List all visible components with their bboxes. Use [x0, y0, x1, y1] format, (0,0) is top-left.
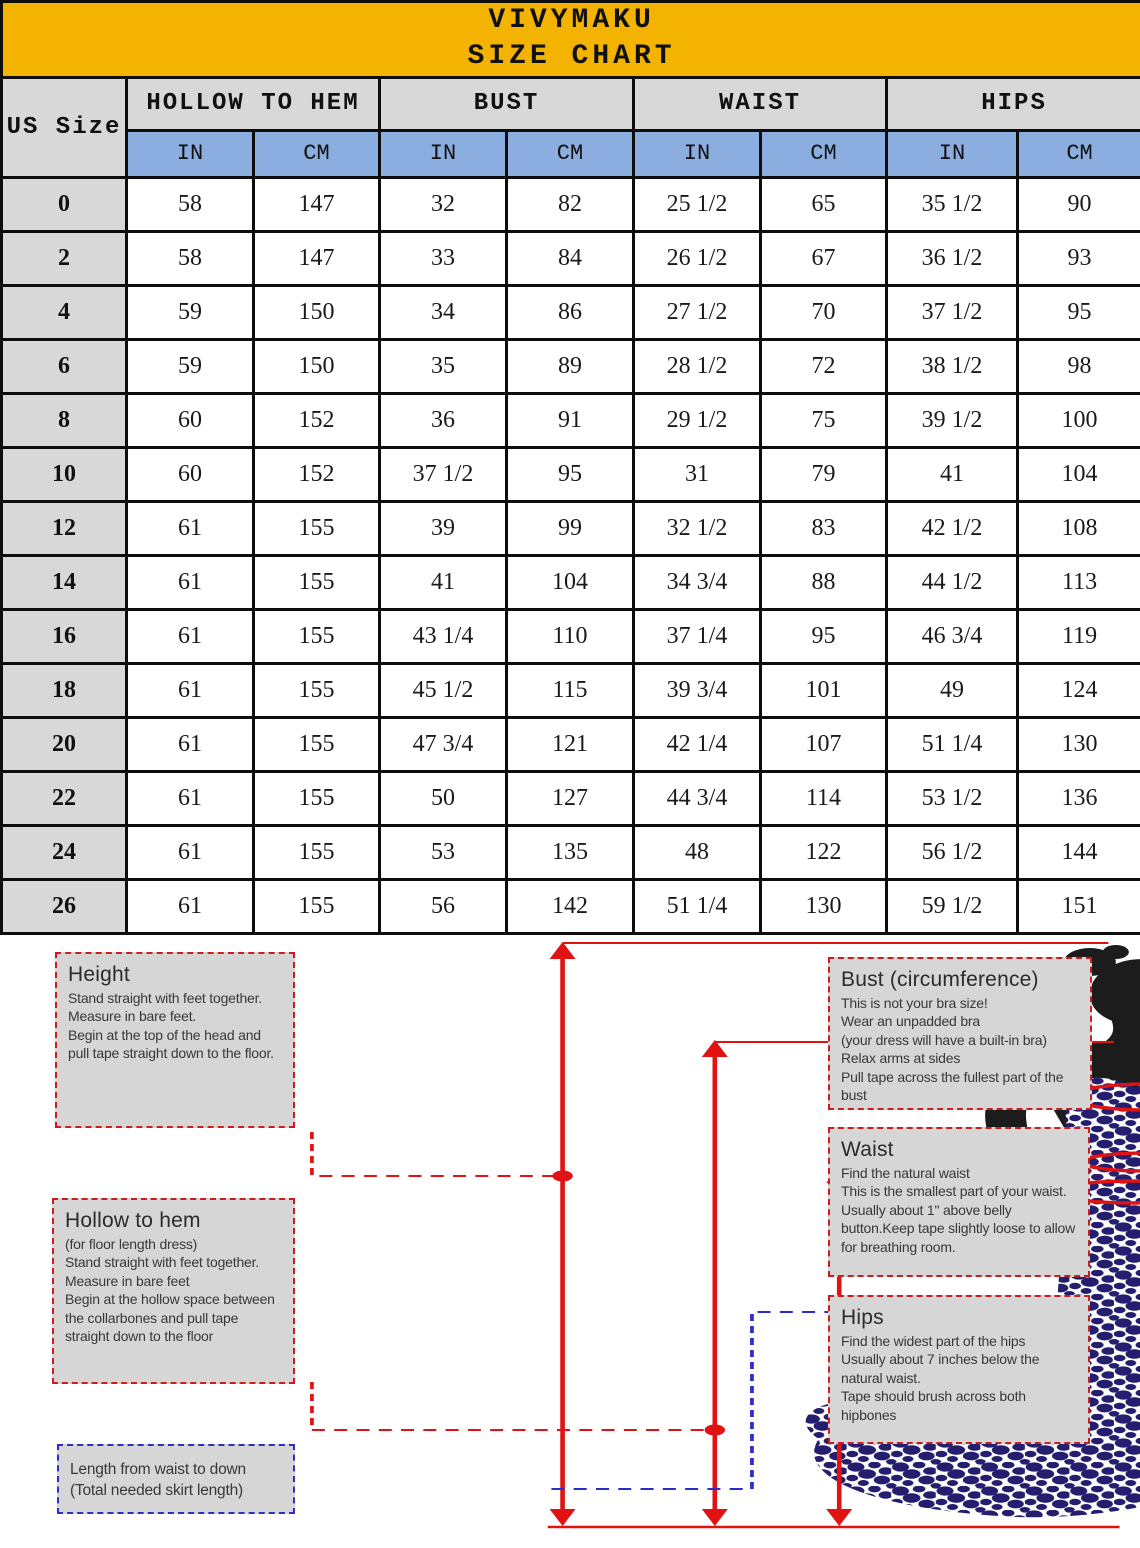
brand-banner [2, 2, 1140, 78]
measurement-cell: 101 [761, 663, 887, 717]
measurement-cell: 104 [507, 555, 634, 609]
measurement-cell: 29 1/2 [634, 393, 761, 447]
table-row [2, 339, 1140, 393]
us-size-cell: 0 [2, 177, 127, 231]
measurement-cell: 130 [1018, 717, 1140, 771]
col-header-hollow-to-hem: HOLLOW TO HEM [127, 77, 380, 130]
bust-note-title: Bust (circumference) [841, 968, 1039, 991]
unit-header: CM [254, 130, 380, 177]
measurement-cell: 51 1/4 [634, 879, 761, 933]
unit-header: CM [761, 130, 887, 177]
measurement-cell: 82 [507, 177, 634, 231]
measurement-cell: 155 [254, 609, 380, 663]
measurement-cell: 36 1/2 [887, 231, 1018, 285]
us-size-cell: 16 [2, 609, 127, 663]
measurement-cell: 100 [1018, 393, 1140, 447]
measurement-cell: 28 1/2 [634, 339, 761, 393]
us-size-cell: 14 [2, 555, 127, 609]
measurement-cell: 70 [761, 285, 887, 339]
chart-subtitle: SIZE CHART [467, 41, 676, 73]
measurement-cell: 110 [507, 609, 634, 663]
us-size-cell: 10 [2, 447, 127, 501]
col-header-bust: BUST [380, 77, 634, 130]
measurement-cell: 25 1/2 [634, 177, 761, 231]
measurement-cell: 61 [127, 609, 254, 663]
measurement-cell: 56 [380, 879, 507, 933]
us-size-cell: 2 [2, 231, 127, 285]
measurement-cell: 58 [127, 177, 254, 231]
col-header-hips: HIPS [887, 77, 1140, 130]
measurement-cell: 150 [254, 339, 380, 393]
measurement-cell: 61 [127, 771, 254, 825]
measurement-cell: 61 [127, 555, 254, 609]
us-size-cell: 20 [2, 717, 127, 771]
unit-header: CM [1018, 130, 1140, 177]
measurement-cell: 107 [761, 717, 887, 771]
measurement-cell: 53 [380, 825, 507, 879]
measurement-cell: 42 1/4 [634, 717, 761, 771]
measurement-cell: 32 1/2 [634, 501, 761, 555]
measurement-cell: 39 [380, 501, 507, 555]
measurement-cell: 113 [1018, 555, 1140, 609]
measurement-cell: 61 [127, 879, 254, 933]
us-size-cell: 6 [2, 339, 127, 393]
skirt-length-note-box: Length from waist to down (Total needed skirt length) [57, 1444, 295, 1514]
unit-header: IN [634, 130, 761, 177]
measurement-cell: 95 [1018, 285, 1140, 339]
measurement-cell: 59 [127, 339, 254, 393]
us-size-cell: 22 [2, 771, 127, 825]
measurement-cell: 53 1/2 [887, 771, 1018, 825]
measurement-cell: 60 [127, 393, 254, 447]
table-row [2, 231, 1140, 285]
table-row [2, 663, 1140, 717]
hollow-box-connector [312, 1382, 715, 1430]
measurement-cell: 155 [254, 717, 380, 771]
measurement-cell: 130 [761, 879, 887, 933]
measurement-cell: 51 1/4 [887, 717, 1018, 771]
table-row [2, 501, 1140, 555]
measurement-cell: 26 1/2 [634, 231, 761, 285]
table-row [2, 771, 1140, 825]
unit-header: CM [507, 130, 634, 177]
measurement-cell: 56 1/2 [887, 825, 1018, 879]
table-row [2, 717, 1140, 771]
skirt-box-connector [551, 1312, 835, 1489]
measurement-cell: 79 [761, 447, 887, 501]
us-size-cell: 12 [2, 501, 127, 555]
measurement-cell: 142 [507, 879, 634, 933]
measurement-cell: 27 1/2 [634, 285, 761, 339]
height-note-box: Height Stand straight with feet together. Measure in bare feet. Begin at the top of the head and pull tape straight down to the floor. [55, 952, 295, 1128]
measurement-cell: 31 [634, 447, 761, 501]
unit-header: IN [380, 130, 507, 177]
measurement-cell: 83 [761, 501, 887, 555]
measurement-cell: 98 [1018, 339, 1140, 393]
measurement-cell: 99 [507, 501, 634, 555]
measurement-cell: 65 [761, 177, 887, 231]
us-size-cell: 18 [2, 663, 127, 717]
measurement-cell: 58 [127, 231, 254, 285]
us-size-header: US Size [2, 77, 127, 177]
table-row [2, 609, 1140, 663]
measurement-cell: 42 1/2 [887, 501, 1018, 555]
hips-note-title: Hips [841, 1306, 884, 1329]
measurement-cell: 43 1/4 [380, 609, 507, 663]
measurement-cell: 88 [761, 555, 887, 609]
measurement-cell: 127 [507, 771, 634, 825]
measurement-cell: 114 [761, 771, 887, 825]
unit-header: IN [127, 130, 254, 177]
measurement-cell: 155 [254, 771, 380, 825]
measurement-cell: 155 [254, 825, 380, 879]
us-size-cell: 4 [2, 285, 127, 339]
waist-note-title: Waist [841, 1138, 894, 1161]
measurement-cell: 44 3/4 [634, 771, 761, 825]
us-size-cell: 24 [2, 825, 127, 879]
measurement-cell: 155 [254, 501, 380, 555]
measurement-cell: 38 1/2 [887, 339, 1018, 393]
measurement-cell: 50 [380, 771, 507, 825]
measurement-cell: 59 [127, 285, 254, 339]
measurement-cell: 49 [887, 663, 1018, 717]
table-row [2, 177, 1140, 231]
measurement-cell: 72 [761, 339, 887, 393]
table-row [2, 447, 1140, 501]
measurement-cell: 122 [761, 825, 887, 879]
hollow-to-hem-note-box: Hollow to hem (for floor length dress) Stand straight with feet together. Measure in bare feet Begin at the hollow space between the collarbones and pull tape straight down to the floor [52, 1198, 295, 1384]
measurement-cell: 61 [127, 717, 254, 771]
group-header-row [2, 77, 1140, 130]
measurement-cell: 67 [761, 231, 887, 285]
bust-note-box: Bust (circumference) This is not your bra size! Wear an unpadded bra (your dress will have a built-in bra) Relax arms at sides Pull tape across the fullest part of the bust [828, 957, 1092, 1110]
measurement-cell: 75 [761, 393, 887, 447]
measurement-cell: 44 1/2 [887, 555, 1018, 609]
measurement-cell: 115 [507, 663, 634, 717]
measurement-cell: 32 [380, 177, 507, 231]
measurement-cell: 35 1/2 [887, 177, 1018, 231]
measurement-cell: 45 1/2 [380, 663, 507, 717]
measurement-cell: 104 [1018, 447, 1140, 501]
us-size-cell: 8 [2, 393, 127, 447]
measurement-cell: 41 [887, 447, 1018, 501]
table-row [2, 555, 1140, 609]
table-row [2, 825, 1140, 879]
measurement-cell: 155 [254, 663, 380, 717]
waist-note-box: Waist Find the natural waist This is the smallest part of your waist. Usually about 1" above belly button.Keep tape slightly loose to allow for breathing room. [828, 1127, 1090, 1277]
measurement-cell: 150 [254, 285, 380, 339]
measurement-cell: 90 [1018, 177, 1140, 231]
measurement-cell: 36 [380, 393, 507, 447]
measurement-cell: 84 [507, 231, 634, 285]
measurement-cell: 155 [254, 879, 380, 933]
measurement-cell: 124 [1018, 663, 1140, 717]
measurement-cell: 147 [254, 231, 380, 285]
measurement-cell: 108 [1018, 501, 1140, 555]
col-header-waist: WAIST [634, 77, 887, 130]
banner-row [2, 2, 1140, 78]
measurement-cell: 60 [127, 447, 254, 501]
measurement-cell: 152 [254, 447, 380, 501]
unit-header-row [2, 130, 1140, 177]
measurement-cell: 33 [380, 231, 507, 285]
measurement-cell: 135 [507, 825, 634, 879]
measurement-cell: 59 1/2 [887, 879, 1018, 933]
measurement-cell: 34 [380, 285, 507, 339]
table-row [2, 393, 1140, 447]
measurement-cell: 34 3/4 [634, 555, 761, 609]
measurement-cell: 48 [634, 825, 761, 879]
table-row [2, 285, 1140, 339]
measurement-cell: 119 [1018, 609, 1140, 663]
measurement-cell: 89 [507, 339, 634, 393]
measurement-cell: 147 [254, 177, 380, 231]
measurement-cell: 95 [507, 447, 634, 501]
table-row [2, 879, 1140, 933]
measurement-cell: 86 [507, 285, 634, 339]
measurement-cell: 47 3/4 [380, 717, 507, 771]
brand-name: VIVYMAKU [488, 5, 655, 36]
measurement-cell: 46 3/4 [887, 609, 1018, 663]
measurement-cell: 61 [127, 501, 254, 555]
measurement-cell: 61 [127, 663, 254, 717]
measurement-cell: 61 [127, 825, 254, 879]
hips-note-box: Hips Find the widest part of the hips Usually about 7 inches below the natural waist. Tape should brush across both hipbones [828, 1295, 1090, 1444]
measurement-cell: 136 [1018, 771, 1140, 825]
measurement-cell: 37 1/4 [634, 609, 761, 663]
unit-header: IN [887, 130, 1018, 177]
measurement-cell: 35 [380, 339, 507, 393]
measurement-cell: 121 [507, 717, 634, 771]
measurement-diagram [0, 934, 1140, 1548]
measurement-cell: 152 [254, 393, 380, 447]
measurement-cell: 93 [1018, 231, 1140, 285]
measurement-cell: 37 1/2 [380, 447, 507, 501]
measurement-cell: 155 [254, 555, 380, 609]
height-note-title: Height [68, 963, 130, 986]
measurement-cell: 39 1/2 [887, 393, 1018, 447]
us-size-cell: 26 [2, 879, 127, 933]
hollow-note-title: Hollow to hem [65, 1209, 201, 1232]
measurement-cell: 41 [380, 555, 507, 609]
measurement-cell: 39 3/4 [634, 663, 761, 717]
measurement-cell: 37 1/2 [887, 285, 1018, 339]
height-box-connector [312, 1132, 563, 1176]
size-chart-body [2, 177, 1140, 933]
measurement-cell: 95 [761, 609, 887, 663]
measurement-cell: 151 [1018, 879, 1140, 933]
measurement-cell: 144 [1018, 825, 1140, 879]
measurement-cell: 91 [507, 393, 634, 447]
